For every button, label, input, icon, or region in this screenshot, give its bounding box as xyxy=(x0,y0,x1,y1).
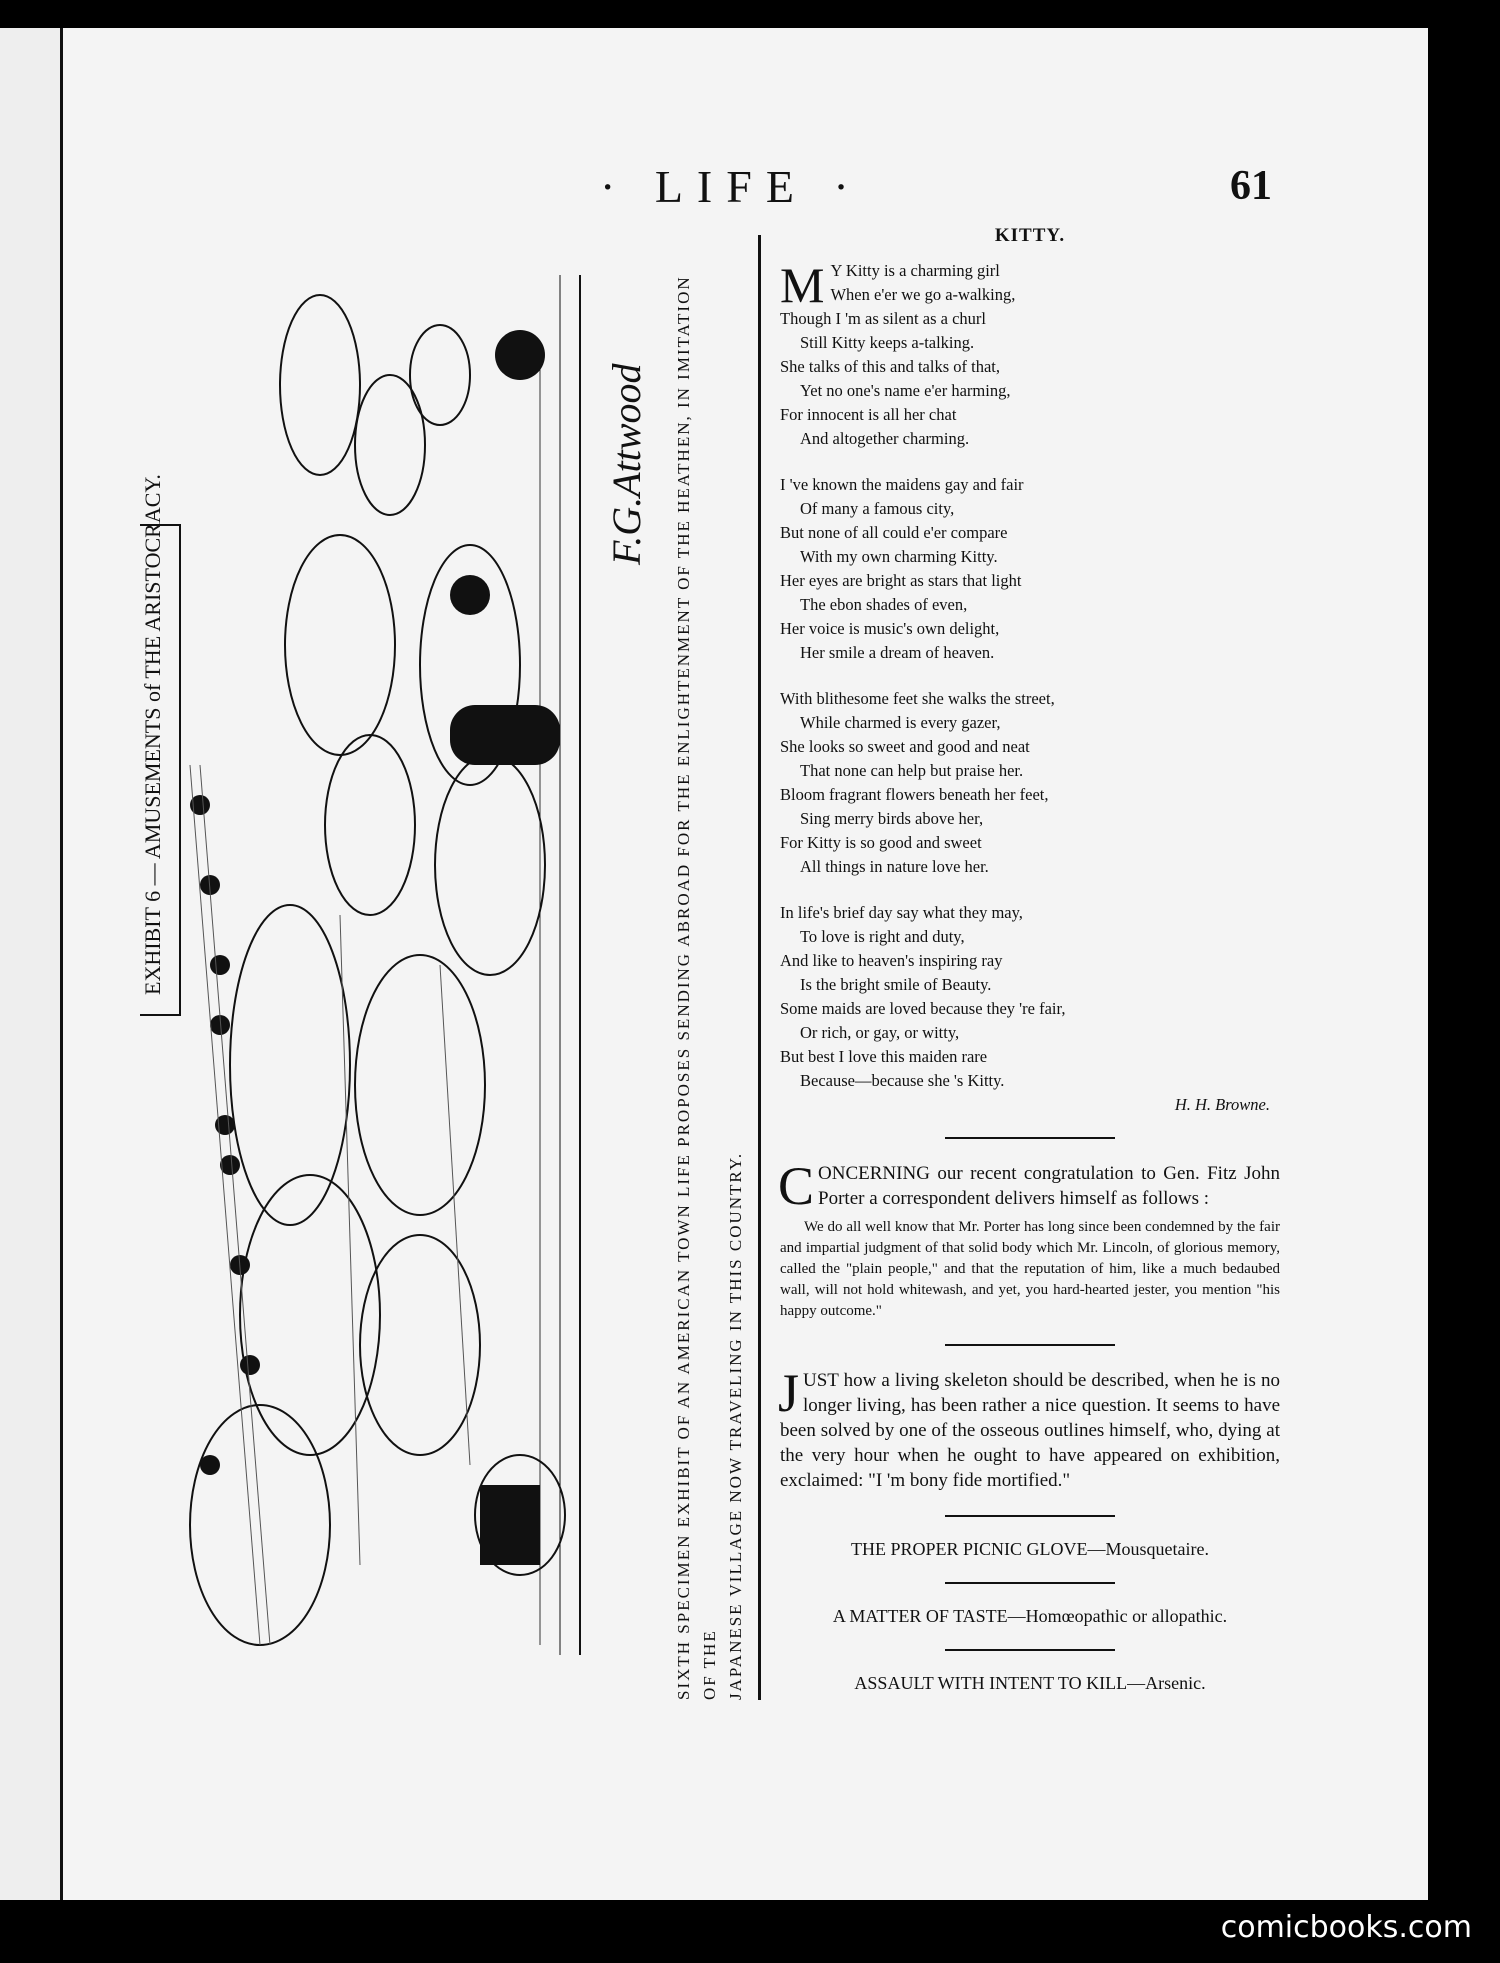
poem-drop-cap: M xyxy=(780,257,825,313)
previous-page-edge xyxy=(0,28,63,1900)
just-text: UST how a living skeleton should be described, when he is no longer living, has been rather a nice question. It seems to have been solved by one of the osseous outlines himself, who, dying at the very hour when he ought to have appeared on exhibition, exclaimed: "I 'm bony fide mortified." xyxy=(780,1370,1280,1491)
caption-line-1: SIXTH SPECIMEN EXHIBIT OF AN AMERICAN TOWN LIFE PROPOSES SENDING ABROAD FOR THE ENLIGHTENMENT OF THE HEATHEN, IN IMITATION OF THE xyxy=(674,275,719,1700)
poem-line: Her smile a dream of heaven. xyxy=(800,643,995,662)
poem-line: The ebon shades of even, xyxy=(800,595,968,614)
section-rule xyxy=(945,1515,1115,1517)
poem-line: Some maids are loved because they 're fair, xyxy=(780,999,1066,1018)
poem-line: Sing merry birds above her, xyxy=(800,809,984,828)
poem-line: For Kitty is so good and sweet xyxy=(780,833,982,852)
poem-line: Of many a famous city, xyxy=(800,499,955,518)
poem-line: Because—because she 's Kitty. xyxy=(800,1071,1005,1090)
concerning-drop-cap: C xyxy=(778,1156,815,1216)
concerning-text: ONCERNING our recent congratulation to Gen. Fitz John Porter a correspondent delivers himself as follows : xyxy=(818,1163,1280,1209)
poem-line: With blithesome feet she walks the street, xyxy=(780,689,1055,708)
caption-line-2: JAPANESE VILLAGE NOW TRAVELING IN THIS COUNTRY. xyxy=(726,1151,745,1700)
just-paragraph xyxy=(778,1363,1280,1493)
poem-line: For innocent is all her chat xyxy=(780,405,957,424)
section-rule xyxy=(945,1344,1115,1346)
short-item-picnic: THE PROPER PICNIC GLOVE—Mousquetaire. xyxy=(851,1539,1209,1559)
poem-line: In life's brief day say what they may, xyxy=(780,903,1023,922)
poem-line: And like to heaven's inspiring ray xyxy=(780,951,1003,970)
page-header xyxy=(60,160,1428,220)
poem-line: Though I 'm as silent as a churl xyxy=(780,309,986,328)
poem-line: Her voice is music's own delight, xyxy=(780,619,1000,638)
poem-line: Bloom fragrant flowers beneath her feet, xyxy=(780,785,1049,804)
poem-line: I 've known the maidens gay and fair xyxy=(780,475,1024,494)
section-rule xyxy=(945,1137,1115,1139)
artist-signature: F.G.Attwood xyxy=(604,363,649,565)
column-divider xyxy=(758,235,761,1700)
poem-line: While charmed is every gazer, xyxy=(800,713,1001,732)
poem-line: Her eyes are bright as stars that light xyxy=(780,571,1022,590)
poem-line: Or rich, or gay, or witty, xyxy=(800,1023,960,1042)
poem-stanza-2 xyxy=(780,473,1280,665)
source-watermark: comicbooks.com xyxy=(1220,1910,1472,1945)
short-item-assault: ASSAULT WITH INTENT TO KILL—Arsenic. xyxy=(854,1673,1206,1693)
poem-title: KITTY. xyxy=(994,225,1066,246)
concerning-paragraph xyxy=(778,1156,1280,1216)
poem-line: She talks of this and talks of that, xyxy=(780,357,1000,376)
exhibit-sign-text: EXHIBIT 6 — AMUSEMENTS of THE ARISTOCRACY. xyxy=(140,474,165,995)
poem-line: But none of all could e'er compare xyxy=(780,523,1008,542)
poem-line: But best I love this maiden rare xyxy=(780,1047,988,1066)
poem-stanza-1 xyxy=(780,259,1280,451)
poem-line: To love is right and duty, xyxy=(800,927,965,946)
poem-stanza-3 xyxy=(780,687,1280,879)
crowd-drawing xyxy=(140,265,660,1665)
poem-line: Is the bright smile of Beauty. xyxy=(800,975,992,994)
poem-line: Yet no one's name e'er harming, xyxy=(800,381,1011,400)
poem-line: And altogether charming. xyxy=(800,429,970,448)
illustration-caption xyxy=(665,255,755,1705)
poem-line: When e'er we go a-walking, xyxy=(830,285,1016,304)
just-drop-cap: J xyxy=(778,1363,800,1423)
poem-line: Y Kitty is a charming girl xyxy=(830,261,1000,280)
correspondent-quote: We do all well know that Mr. Porter has long since been condemned by the fair and impartial judgment of that solid body which Mr. Lincoln, of glorious memory, called the "plain people," and that the reputation of him, like a much bedaubed wall, will not hold whitewash, and yet, you hard-hearted jester, you mention "his happy outcome." xyxy=(780,1219,1280,1319)
poem-line: Still Kitty keeps a-talking. xyxy=(800,333,975,352)
short-item-taste: A MATTER OF TASTE—Homœopathic or allopathic. xyxy=(832,1606,1228,1626)
poem-line: With my own charming Kitty. xyxy=(800,547,998,566)
text-column xyxy=(780,225,1280,1694)
poem-line: She looks so sweet and good and neat xyxy=(780,737,1030,756)
poem-stanza-4 xyxy=(780,901,1280,1093)
cartoon-illustration xyxy=(140,265,660,1665)
section-rule xyxy=(945,1582,1115,1584)
page-number: 61 xyxy=(1230,163,1272,209)
section-rule xyxy=(945,1649,1115,1651)
poem-author: H. H. Browne. xyxy=(1174,1095,1270,1114)
magazine-title: · LIFE · xyxy=(600,161,863,212)
poem-line: That none can help but praise her. xyxy=(800,761,1024,780)
poem-line: All things in nature love her. xyxy=(800,857,989,876)
